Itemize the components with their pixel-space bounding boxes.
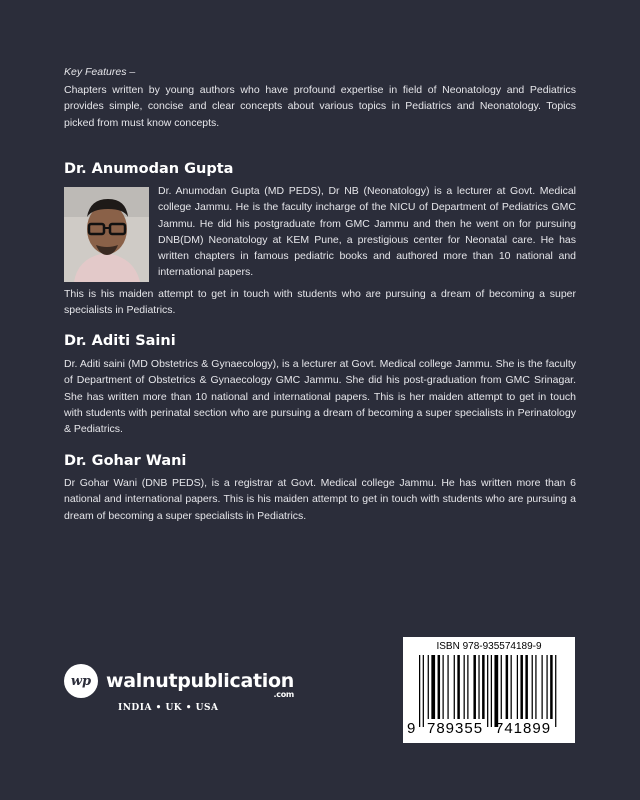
author-bio-anumodan-continued: This is his maiden attempt to get in touch with students who are pursuing a dream of becoming a super specialists in Pediatrics. <box>64 288 576 317</box>
isbn-barcode <box>403 637 575 743</box>
barcode-digits-right: 741899 <box>495 720 552 737</box>
isbn-label: ISBN 978-935574189-9 <box>436 641 542 652</box>
barcode-digit-first: 9 <box>407 720 417 737</box>
author-name-gohar: Dr. Gohar Wani <box>64 453 187 469</box>
author-name-aditi: Dr. Aditi Saini <box>64 333 176 349</box>
author-photo <box>64 187 149 282</box>
publisher-domain-suffix: .com <box>273 690 294 699</box>
key-features-label: Key Features – <box>64 66 136 78</box>
publisher-regions: INDIA • UK • USA <box>118 703 219 713</box>
barcode-digits-left: 789355 <box>427 720 484 737</box>
key-features-text: Chapters written by young authors who have profound expertise in field of Neonatology and Pediatrics provides simple, concise and clear concepts about various topics in Pediatrics and Neonatology. Topics picked from must know concepts. <box>64 84 576 129</box>
author-name-anumodan: Dr. Anumodan Gupta <box>64 161 234 177</box>
author-bio-aditi: Dr. Aditi saini (MD Obstetrics & Gynaecology), is a lecturer at Govt. Medical college Jammu. She is the faculty of Department of Obstetrics & Gynaecology GMC Jammu. She did his post-graduation from GMC Srinagar. She has written more than 10 national and international papers. This is her maiden attempt to get in touch with students with perinatal section who are pursuing a dream of becoming a super specialists in Perinatology & Pediatrics. <box>64 358 576 436</box>
author-bio-anumodan: Dr. Anumodan Gupta (MD PEDS), Dr NB (Neonatology) is a lecturer at Govt. Medical college Jammu. He is the faculty incharge of the NICU of Department of Pediatrics GMC Jammu. He did his postgraduate from GMC Jammu and then he went on for pursuing DNB(DM) Neonatology at KEM Pune, a prestigious center for Neonatal care. He has written chapters in famous pediatric books and authored more than 10 national and international papers. <box>158 185 576 279</box>
publisher-logo <box>64 659 294 703</box>
author-bio-gohar: Dr Gohar Wani (DNB PEDS), is a registrar at Govt. Medical college Jammu. He has written more than 6 national and international papers. This is his maiden attempt to get in touch with students who are pursuing a dream of becoming a super specialists in Pediatrics. <box>64 477 576 522</box>
publisher-name: walnutpublication <box>106 670 294 692</box>
barcode-bars <box>419 655 564 727</box>
publisher-logo-mark: wp <box>64 664 98 698</box>
